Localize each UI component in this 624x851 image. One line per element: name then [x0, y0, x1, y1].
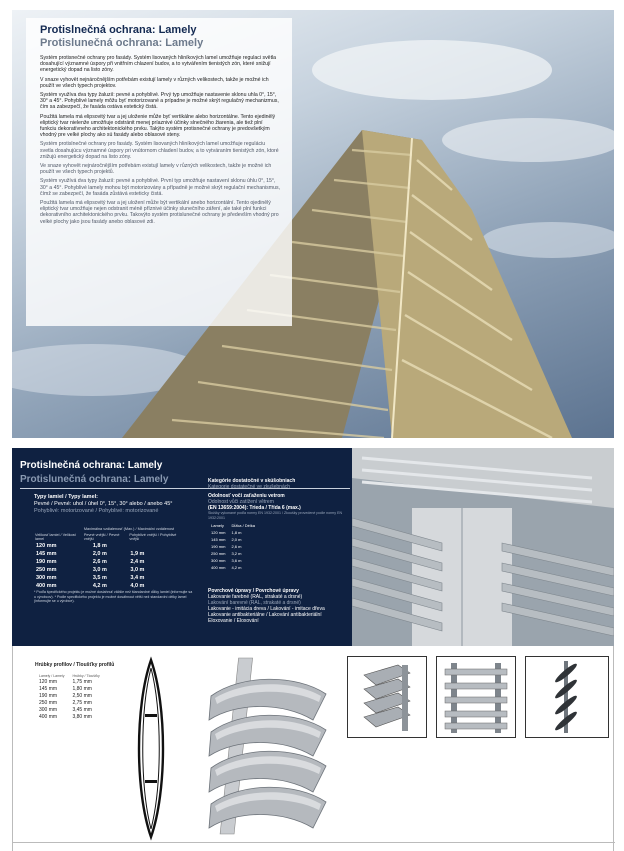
table-row: 145 mm 1,80 mm	[39, 685, 92, 692]
intro-paragraph: V snaze vyhovět nejnáročnějším potřebám existují lamely v různých velikostech, takže je možné ich použít ve všech typech projektov.	[40, 76, 269, 89]
hero-photo	[12, 10, 614, 438]
wind-class: (EN 13659:2004): Trieda / Třída 6 (max.)	[208, 505, 301, 511]
table-row: 400 mm 3,80 mm	[39, 713, 92, 720]
table-row: 250 mm 3,0 m 3,0 m	[36, 567, 145, 573]
wind-title: Kategórie dostatočné v skúšobniach	[208, 478, 296, 484]
max-length-table	[34, 526, 184, 590]
thumbnail-side-view	[525, 656, 609, 738]
table-row: 145 mm 2,0 m 1,9 m	[36, 551, 145, 557]
header-lamel: Lamely / Lamely	[39, 674, 65, 678]
wind-note: Skúšky vykonané podľa normy EN 1932:2001 / Zkoušky provedené podle normy EN 1932:2001	[208, 511, 343, 520]
table-row: 400 mm 4,2 m 4,0 m	[36, 583, 145, 589]
wind-table	[208, 522, 258, 571]
spec-band	[12, 448, 614, 646]
footnote: * Podľa špecifického projektu je možné dosiahnuť väčšie než štandardné dĺžky lamiel (informujte sa u výrobcov). * Podle specifického projektu je možné dosáhnout větší než standardní délky lamel (informujte se u výrobce).	[34, 590, 193, 603]
table-row: 300 mm 3,5 m 3,4 m	[36, 575, 145, 581]
table-header: Lamely Dĺžka / Délka	[211, 523, 256, 528]
lamel-profile-section	[131, 656, 171, 841]
coating-item: Lakovanie farebné (RAL, strakaté a drsné)	[208, 594, 303, 600]
coating-title: Povrchové úpravy / Povrchové úpravy	[208, 588, 299, 594]
table-row: 300 mm 3,45 mm	[39, 706, 92, 713]
intro-paragraph: Použitá lamela má elipsovitý tvar a jej uloženie může byť vertikálne alebo horizontálne. Tento ejedinělý eliptický tvar nielenže umožňuje odstránit menej príaznivé účinky slnečného žiarenia, ale tiež plní funkciu dekoratívneho architektonického prvku. Takýto systém protisnečné ochrany je predovšetkým vhodný pre velké plochy ako sú fasády alebo oblasové steny.	[40, 113, 276, 139]
table-row: 300 mm 3,6 m	[211, 558, 242, 563]
angled-louvres-icon	[348, 657, 426, 737]
profiles-section	[12, 646, 614, 851]
intro-paragraph-sk: Ve snaze vyhovět nejnáročnějším potřebám existují lamely v různých velikostech, takže je možné ich použít ve všech typech projektů.	[40, 163, 272, 176]
table-row: 120 mm 1,8 m	[211, 530, 242, 535]
header-fixed: Pevné vnější / Pevné vnější	[83, 533, 120, 541]
table-header	[34, 532, 184, 542]
band-title-cz: Protislnečná ochrana: Lamely	[20, 460, 163, 471]
coating-item: Lakovanie - imitácia dreva / Lakování - imitace dřeva	[208, 606, 325, 612]
facade-photo	[352, 448, 614, 646]
table-row: 190 mm 2,50 mm	[39, 692, 92, 699]
table-row: 250 mm 3,2 m	[211, 551, 242, 556]
coating-item: Eloxovanie / Eloxování	[208, 618, 259, 624]
profiles-title: Hrúbky profilov / Tloušťky profilů	[35, 662, 115, 668]
intro-title-sk: Protislunečná ochrana: Lamely	[40, 37, 204, 49]
intro-text-panel	[26, 18, 292, 326]
wind-resistance	[208, 478, 358, 571]
table-row: 120 mm 1,75 mm	[39, 678, 92, 685]
coating-item: Lakovanie antibakteriálne / Lakování antibakteriální	[208, 612, 322, 618]
intro-paragraph: Systém protisnečné ochrany pro fasády. Systém lisovaných hliníkových lamel umožňuje regulaci světla dosahující významné úspory při vnitřním chlazení budov, a to vytvářením tienistých zón, které snižují energetický dopad na listo zóny.	[40, 55, 277, 74]
table-row: 145 mm 2,0 m	[211, 537, 242, 542]
table-row: 190 mm 2,6 m	[211, 544, 242, 549]
front-view-icon	[437, 657, 515, 737]
types-label: Typy lamiel / Typy lamel:	[34, 494, 98, 500]
louvre-3d-illustration	[201, 654, 336, 842]
types-moving: Pohyblivé: motorizované / Pohyblivé: motorizované	[34, 508, 159, 514]
coatings	[208, 588, 358, 624]
header-lamel: Velikosť lamiel / Velikost lamel	[35, 533, 76, 541]
intro-paragraph: Systém využíva dva typy žaluzií: pevné a pohyblivé. Prvý typ umožňuje nastavenie sklonu uhla 0°, 15°, 30° a 45°. Pohyblivé lamely môžu byť motorizované a prípadne je možné skrýt regulačný mechanizmus, čím sa zabezpečí, že fasáda ostáva estetický čistá.	[40, 92, 279, 111]
coating-item: Lakování barevné (RAL, strakaté a drsné)	[208, 600, 301, 606]
header-moving: Pohyblivé vnější / Pohyblivé vnější	[129, 533, 177, 541]
intro-paragraph-sk: Použitá lamela má elipsovitý tvar a jej uložení může být vertikální anebo horizontální. Tento ojedinělý eliptický tvar umožňuje nejen odstranit méně příznivé účinky slunečního záření, ale také plní funkci dekorativního architektonického prvku. Takovýto systém protislunečné ochrany je především vhodný pro velké plochy jako jsou fasády anebo oblasové zdi.	[40, 200, 279, 225]
header-thickness: Hrúbky / Tloušťky	[72, 674, 100, 678]
profiles-table	[35, 674, 104, 720]
intro-paragraph-sk: Systém využívá dva typy žaluzií: pevné a pohyblivé. První typ umožňuje nastavení sklonu úhlu 0°, 15°, 30° a 45°. Pohyblivé lamely mohou být motorizovány a případně je možné skrýt regulační mechanismus, čímž se zabezpečí, že fasáda zůstává esteticky čistá.	[40, 178, 281, 197]
wind-title-sk: Kategorie dostatečné ve zkušebnách	[208, 484, 290, 490]
intro-paragraph-sk: Systém protislnečné ochrany pro fasády. Systém lisovaných hliníkových lamel umožňuje reguláciu svetla dosahujúcu významné úspory pri vnútornom chladení budov, a to vytváraním tienistých zón, ktoré znižujú energetický dopad na listo zóny.	[40, 141, 279, 160]
side-view-icon	[526, 657, 608, 737]
wind-load: Odolnosť voči zaťaženiu vetrom	[208, 493, 285, 499]
table-row: 400 mm 4,2 m	[211, 565, 242, 570]
table-row: 190 mm 2,6 m 2,4 m	[36, 559, 145, 565]
intro-title-cz: Protislnečná ochrana: Lamely	[40, 24, 197, 36]
wind-load-sk: Odolnost vůči zatížení větrem	[208, 499, 274, 505]
header-group: Maximálna vzdialenosť (Max.) / Maximální vzdálenost	[83, 527, 175, 531]
types-fixed: Pevné / Pevné: uhol / úhel 0°, 15°, 30° alebo / anebo 45°	[34, 501, 173, 507]
band-title-sk: Protislunečná ochrana: Lamely	[20, 474, 169, 485]
table-row: 120 mm 1,8 m	[36, 543, 107, 549]
lamel-types	[34, 494, 194, 515]
thumbnail-front-view	[436, 656, 516, 738]
thumbnail-angled-louvres	[347, 656, 427, 738]
divider	[13, 842, 615, 843]
table-row: 250 mm 2,75 mm	[39, 699, 92, 706]
